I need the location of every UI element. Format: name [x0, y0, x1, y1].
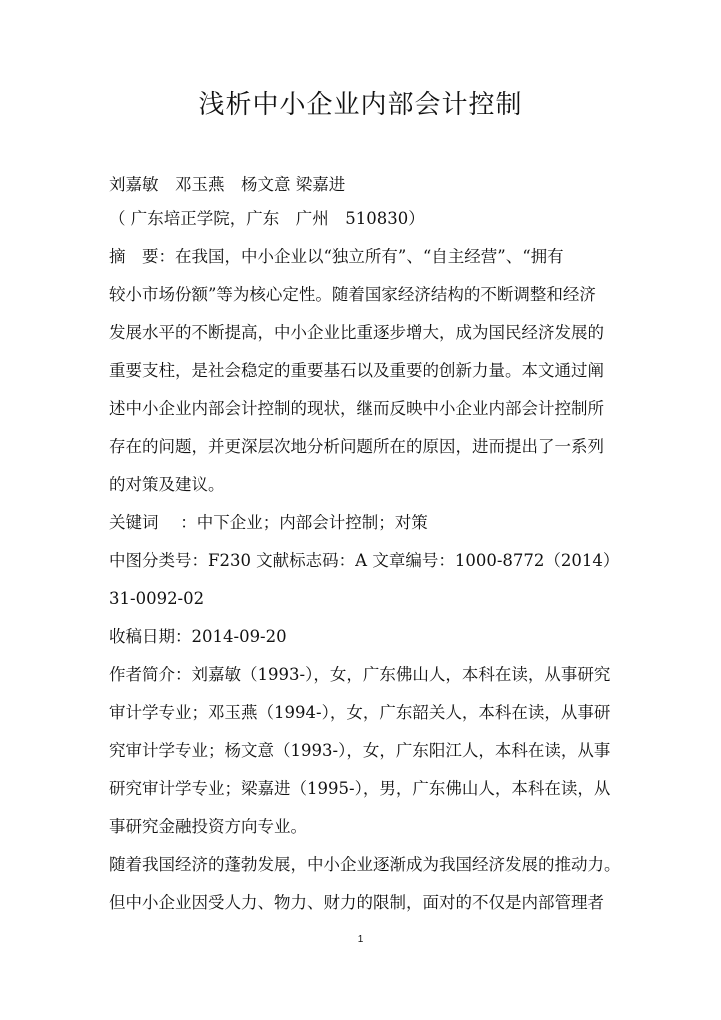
author-bio-line: 研究审计学专业；梁嘉进（1995-），男，广东佛山人，本科在读，从	[109, 779, 611, 798]
author-bio-line: 究审计学专业；杨文意（1993-），女，广东阳江人，本科在读，从事	[109, 741, 611, 760]
classification-line: 31-0092-02	[109, 589, 205, 608]
abstract-line: 摘 要：在我国，中小企业以“独立所有”、“自主经营”、“拥有	[109, 247, 564, 266]
abstract-line: 重要支柱，是社会稳定的重要基石以及重要的创新力量。本文通过阐	[109, 361, 604, 380]
abstract-line: 述中小企业内部会计控制的现状，继而反映中小企业内部会计控制所	[109, 399, 604, 418]
page-number: 1	[357, 934, 364, 945]
affiliation: （ 广东培正学院，广东 广州 510830）	[109, 209, 425, 228]
body-line: 随着我国经济的蓬勃发展，中小企业逐渐成为我国经济发展的推动力。	[109, 855, 621, 874]
author-bio-line: 审计学专业；邓玉燕（1994-），女，广东韶关人，本科在读，从事研	[109, 703, 611, 722]
received-date: 收稿日期：2014-09-20	[109, 627, 287, 646]
author-bio-line: 事研究金融投资方向专业。	[109, 817, 307, 836]
paper-title: 浅析中小企业内部会计控制	[198, 90, 523, 120]
author-bio-line: 作者简介：刘嘉敏（1993-），女，广东佛山人，本科在读，从事研究	[109, 665, 611, 684]
classification-line: 中图分类号：F230 文献标志码：A 文章编号：1000-8772（2014）	[109, 551, 620, 570]
abstract-line: 的对策及建议。	[109, 475, 225, 494]
keywords: 关键词 ：中下企业；内部会计控制；对策	[109, 513, 428, 532]
body-line: 但中小企业因受人力、物力、财力的限制，面对的不仅是内部管理者	[109, 893, 604, 912]
abstract-line: 存在的问题，并更深层次地分析问题所在的原因，进而提出了一系列	[109, 437, 604, 456]
authors: 刘嘉敏 邓玉燕 杨文意 梁嘉进	[109, 175, 346, 194]
abstract-line: 发展水平的不断提高，中小企业比重逐步增大，成为国民经济发展的	[109, 323, 604, 342]
abstract-line: 较小市场份额”等为核心定性。随着国家经济结构的不断调整和经济	[109, 285, 596, 304]
